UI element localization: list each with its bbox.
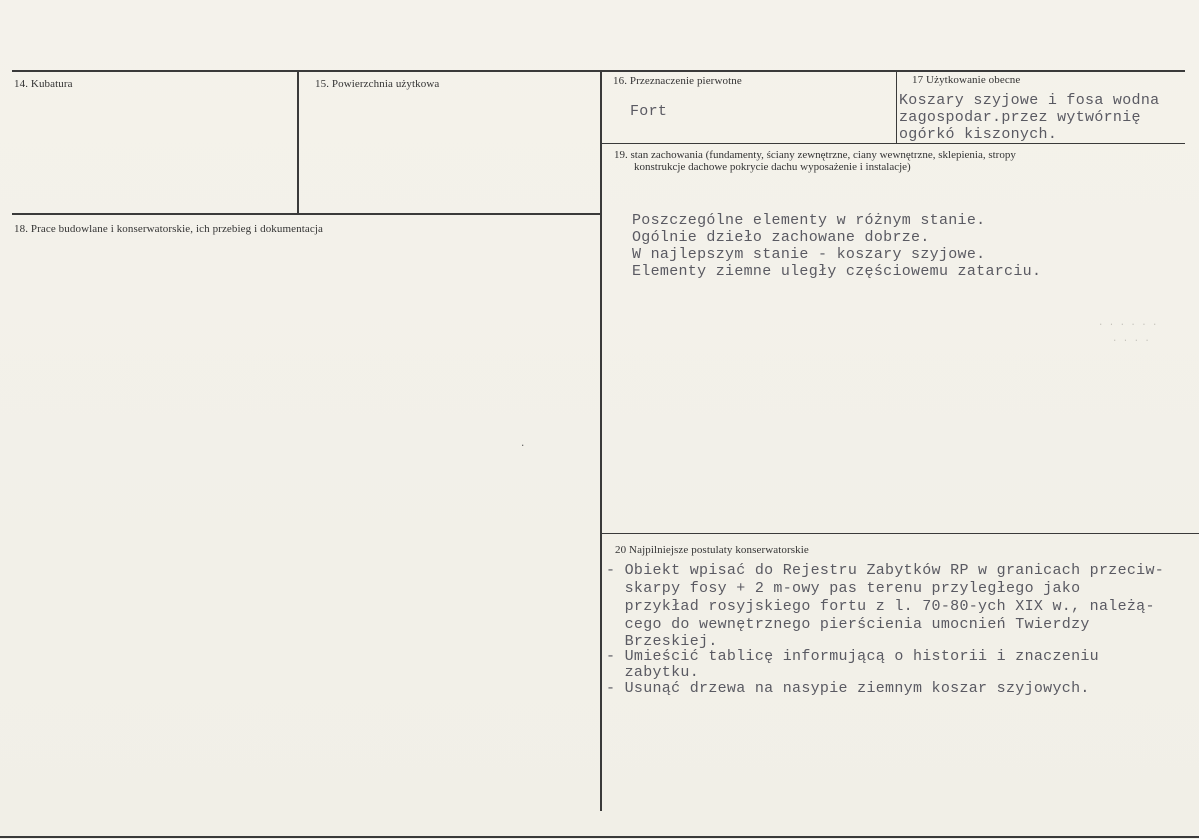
field-18-label: 18. Prace budowlane i konserwatorskie, ich przebieg i dokumentacja [14, 223, 323, 235]
rule-under-14-15 [12, 213, 600, 215]
field-16-value: Fort [630, 103, 668, 120]
field-17-label: 17 Użytkowanie obecne [912, 74, 1021, 86]
field-20-line-8: - Usunąć drzewa na nasypie ziemnym koszar szyjowych. [606, 680, 1090, 697]
field-20-line-6: - Umieścić tablicę informującą o historii i znaczeniu [606, 648, 1099, 665]
bleed-through-mark: · · · · · · [1098, 320, 1158, 330]
field-19-label-line-1: 19. stan zachowania (fundamenty, ściany zewnętrzne, ciany wewnętrzne, sklepienia, stropy [614, 149, 1016, 161]
divider-14-15 [297, 70, 299, 215]
field-20-line-4: cego do wewnętrznego pierścienia umocnień Twierdzy [606, 616, 1090, 633]
field-17-line-3: ogórkó kiszonych. [899, 126, 1058, 143]
field-20-line-2: skarpy fosy + 2 m-owy pas terenu przyległego jako [606, 580, 1081, 597]
divider-main [600, 70, 602, 811]
field-20-line-5: Brzeskiej. [606, 633, 718, 650]
field-19-line-1: Poszczególne elementy w różnym stanie. [632, 212, 986, 229]
field-16-label: 16. Przeznaczenie pierwotne [613, 75, 742, 87]
field-15-label: 15. Powierzchnia użytkowa [315, 78, 440, 90]
field-20-line-1: - Obiekt wpisać do Rejestru Zabytków RP w granicach przeciw- [606, 562, 1165, 579]
field-19-line-4: Elementy ziemne uległy częściowemu zatarciu. [632, 263, 1042, 280]
field-17-line-1: Koszary szyjowe i fosa wodna [899, 92, 1160, 109]
rule-under-16-17 [602, 143, 1185, 144]
field-14-label: 14. Kubatura [14, 78, 73, 90]
field-19-label-line-2: konstrukcje dachowe pokrycie dachu wyposażenie i instalacje) [634, 161, 911, 173]
divider-16-17 [896, 70, 897, 144]
field-20-line-3: przykład rosyjskiego fortu z l. 70-80-ych XIX w., należą- [606, 598, 1155, 615]
rule-above-20 [602, 533, 1199, 534]
bleed-through-mark: · · · · [1112, 336, 1150, 346]
speck: · [520, 441, 526, 451]
field-20-label: 20 Najpilniejsze postulaty konserwatorskie [615, 544, 809, 556]
top-rule [12, 70, 1185, 72]
field-20-line-7: zabytku. [606, 664, 700, 681]
field-19-line-2: Ogólnie dzieło zachowane dobrze. [632, 229, 930, 246]
bottom-rule [0, 836, 1199, 838]
field-19-line-3: W najlepszym stanie - koszary szyjowe. [632, 246, 986, 263]
field-17-line-2: zagospodar.przez wytwórnię [899, 109, 1141, 126]
